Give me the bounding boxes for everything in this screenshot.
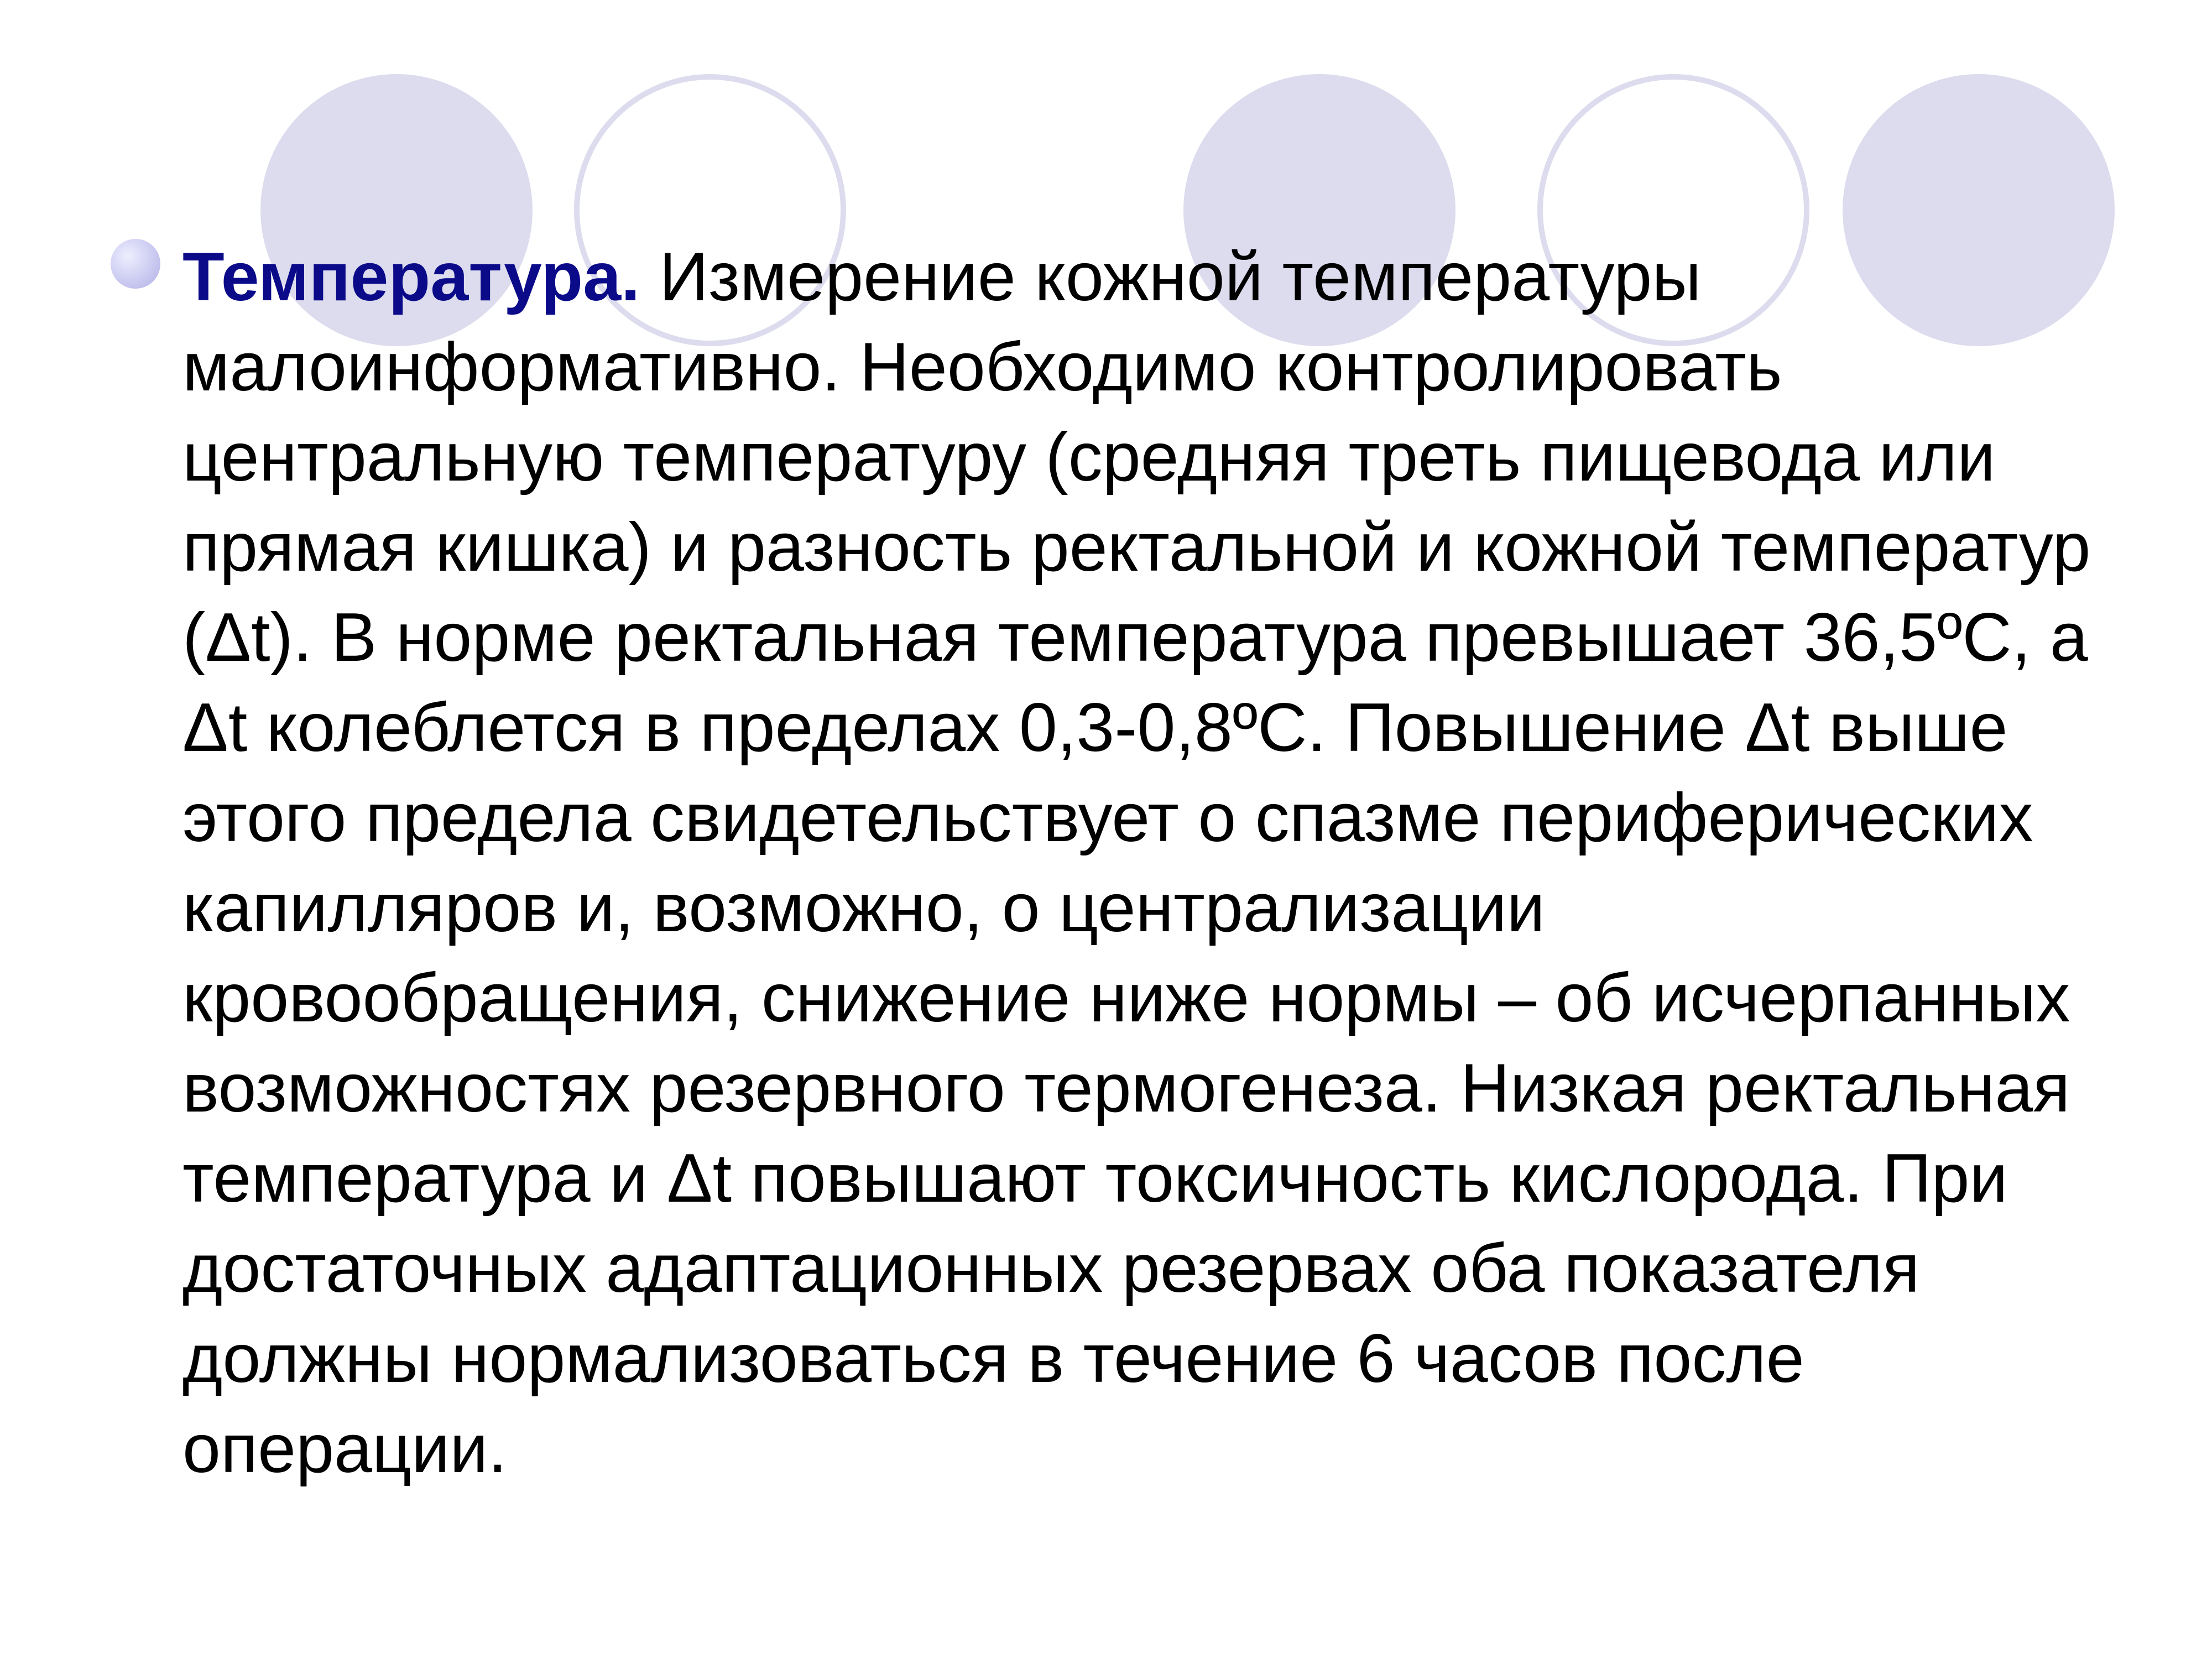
bullet-paragraph: [182, 232, 2112, 1494]
bullet-item: [100, 232, 2112, 1494]
bullet-body: Измерение кожной температуры малоинформативно. Необходимо контролировать центральную температуру (средняя треть пищевода или прямая кишка) и разность ректальной и кожной температур (Δt). В норме ректальная температура превышает 36,5ºС, а Δt колеблется в пределах 0,3-0,8ºС. Повышение Δt выше этого предела свидетельствует о спазме периферических капилляров и, возможно, о централизации кровообращения, снижение ниже нормы – об исчерпанных возможностях резервного термогенеза. Низкая ректальная температура и Δt повышают токсичность кислорода. При достаточных адаптационных резервах оба показателя должны нормализоваться в течение 6 часов после операции.: [182, 239, 2091, 1487]
bullet-icon: [111, 239, 160, 289]
bullet-title: Температура.: [182, 239, 640, 315]
slide-content: [100, 232, 2112, 1494]
